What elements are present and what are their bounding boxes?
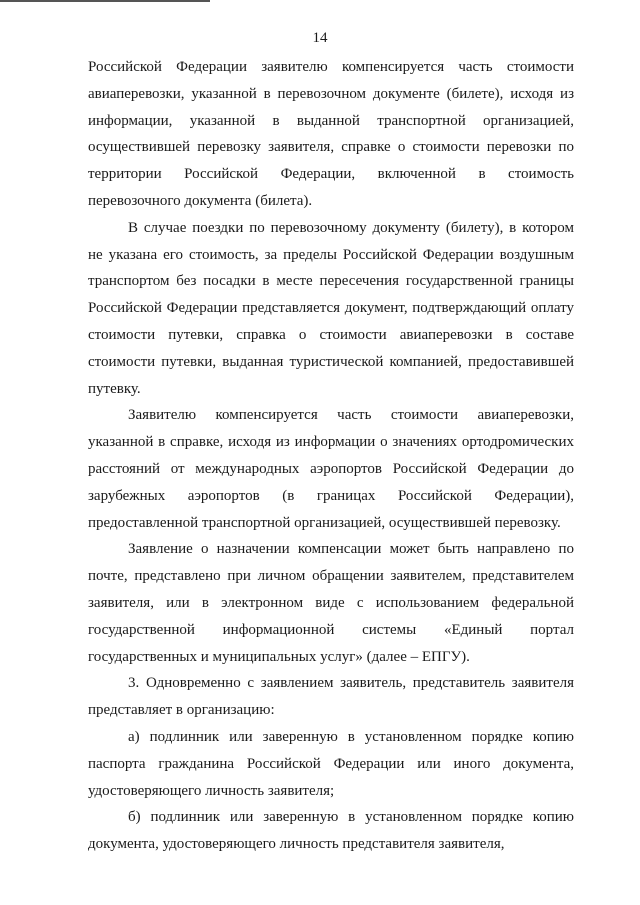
top-scan-rule [0,0,210,2]
paragraph-continuation: Российской Федерации заявителю компенсируется часть стоимости авиаперевозки, указанной в перевозочном документе (билете), исходя из информации, указанной в выданной транспортной организацией, осуществившей перевозку заявителя, справке о стоимости перевозки по территории Российской Федерации, включенной в стоимость перевозочного документа (билета). [88,59,574,209]
document-body [88,54,574,858]
paragraph-ticket-without-price: В случае поездки по перевозочному документу (билету), в котором не указана его стоимость, за пределы Российской Федерации воздушным транспортом без посадки в месте пересечения государственной границы Российской Федерации представляется документ, подтверждающий оплату стоимости путевки, справка о стоимости авиаперевозки в составе стоимости путевки, выданная туристической компанией, предоставившей путевку. [88,219,574,397]
paragraph-section-3: 3. Одновременно с заявлением заявитель, представитель заявителя представляет в организацию: [88,675,574,719]
list-item-a: а) подлинник или заверенную в установленном порядке копию паспорта гражданина Российской Федерации или иного документа, удостоверяющего личность заявителя; [88,728,574,799]
page-number: 14 [312,30,328,46]
paragraph-orthodromic-compensation: Заявителю компенсируется часть стоимости авиаперевозки, указанной в справке, исходя из информации о значениях ортодромических расстояний от международных аэропортов Российской Федерации до зарубежных аэропортов (в границах Российской Федерации), предоставленной транспортной организацией, осуществившей перевозку. [88,407,574,531]
list-item-b: б) подлинник или заверенную в установленном порядке копию документа, удостоверяющего личность представителя заявителя, [88,809,574,853]
paragraph-application-submission: Заявление о назначении компенсации может быть направлено по почте, представлено при личном обращении заявителем, представителем заявителя, или в электронном виде с использованием федеральной государственной информационной системы «Единый портал государственных и муниципальных услуг» (далее – ЕПГУ). [88,541,574,665]
